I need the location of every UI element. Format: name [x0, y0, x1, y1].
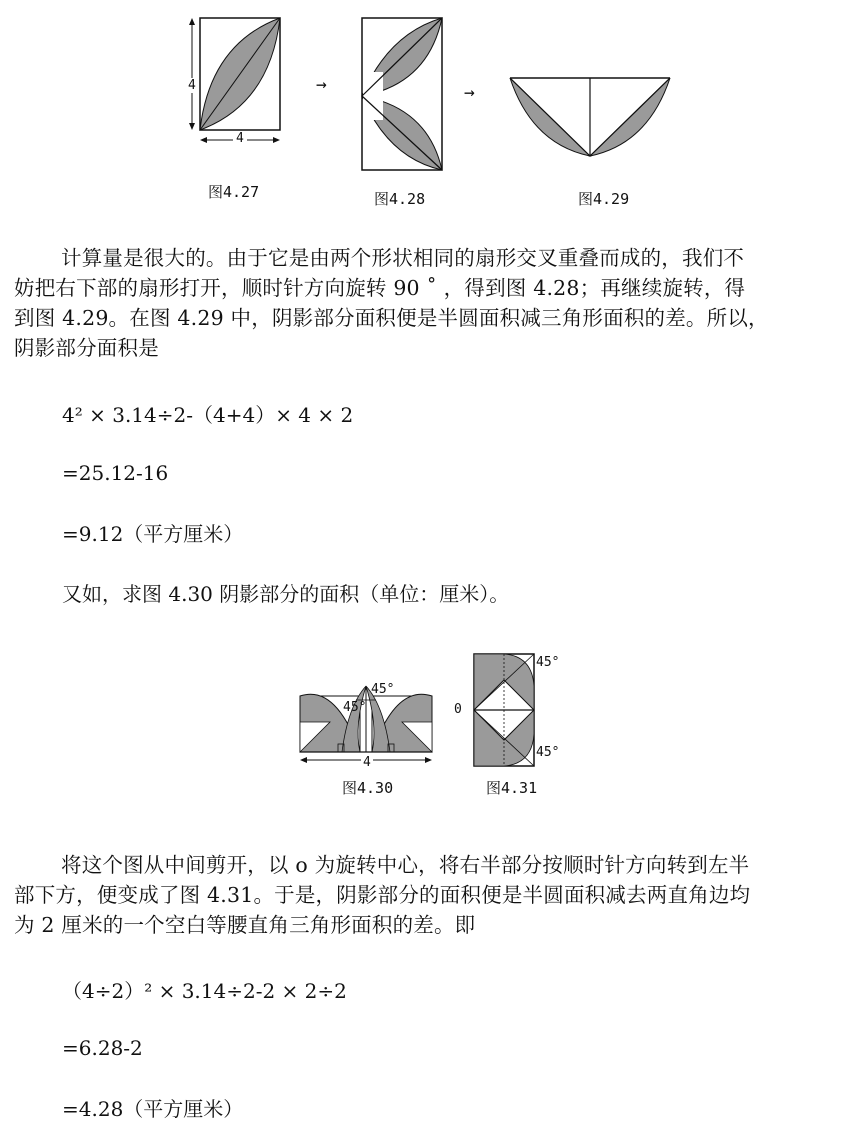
arrow-icon: →: [316, 74, 327, 95]
figure-4-30-caption: 图4.30: [342, 779, 394, 797]
figure-4-29-caption: 图4.29: [578, 190, 630, 208]
equation-2-line-1: （4÷2）² × 3.14÷2-2 × 2÷2: [62, 979, 347, 1003]
figure-4-31-center-label: 0: [454, 702, 462, 717]
figure-4-30-angle-mid: 45°: [343, 700, 367, 715]
paragraph-1-line: 计算量是很大的。由于它是由两个形状相同的扇形交叉重叠而成的，我们不: [61, 246, 745, 270]
figure-4-31-angle-bottom: 45°: [536, 745, 560, 760]
equation-1-line-1: 4² × 3.14÷2-（4+4）× 4 × 2: [62, 403, 354, 427]
figure-4-31-caption: 图4.31: [486, 779, 538, 797]
figure-4-31: [470, 650, 540, 770]
equation-1-line-2: =25.12-16: [62, 461, 169, 485]
figure-4-30-angle-top: 45°: [371, 682, 395, 697]
equation-2-line-3: =4.28（平方厘米）: [62, 1097, 244, 1121]
equation-1-line-3: =9.12（平方厘米）: [62, 522, 244, 546]
figure-4-29: [506, 74, 676, 164]
figure-4-28-caption: 图4.28: [374, 190, 426, 208]
paragraph-1-line: 妨把右下部的扇形打开，顺时针方向旋转 90 ˚ ，得到图 4.28；再继续旋转，得: [14, 276, 746, 300]
figure-4-27-side-label: 4: [188, 78, 196, 93]
paragraph-3: [14, 850, 844, 940]
figure-4-31-angle-top: 45°: [536, 655, 560, 670]
paragraph-1-line: 阴影部分面积是: [14, 336, 159, 360]
figure-4-30-bottom-label: 4: [363, 755, 371, 770]
figure-4-27-bottom-label: 4: [233, 131, 247, 146]
equation-2-line-2: =6.28-2: [62, 1036, 143, 1060]
paragraph-2: 又如，求图 4.30 阴影部分的面积（单位：厘米）。: [62, 582, 510, 606]
arrow-icon: →: [464, 82, 475, 103]
paragraph-3-line: 将这个图从中间剪开，以 o 为旋转中心，将右半部分按顺时针方向转到左半: [61, 853, 750, 877]
paragraph-1-line: 到图 4.29。在图 4.29 中，阴影部分面积便是半圆面积减三角形面积的差。所以，: [14, 306, 769, 330]
figure-4-28: [358, 14, 448, 174]
paragraph-1: [14, 243, 844, 363]
figure-4-27-caption: 图4.27: [208, 183, 260, 201]
paragraph-3-line: 为 2 厘米的一个空白等腰直角三角形面积的差。即: [14, 913, 476, 937]
paragraph-3-line: 部下方，便变成了图 4.31。于是，阴影部分的面积便是半圆面积减去两直角边均: [14, 883, 751, 907]
